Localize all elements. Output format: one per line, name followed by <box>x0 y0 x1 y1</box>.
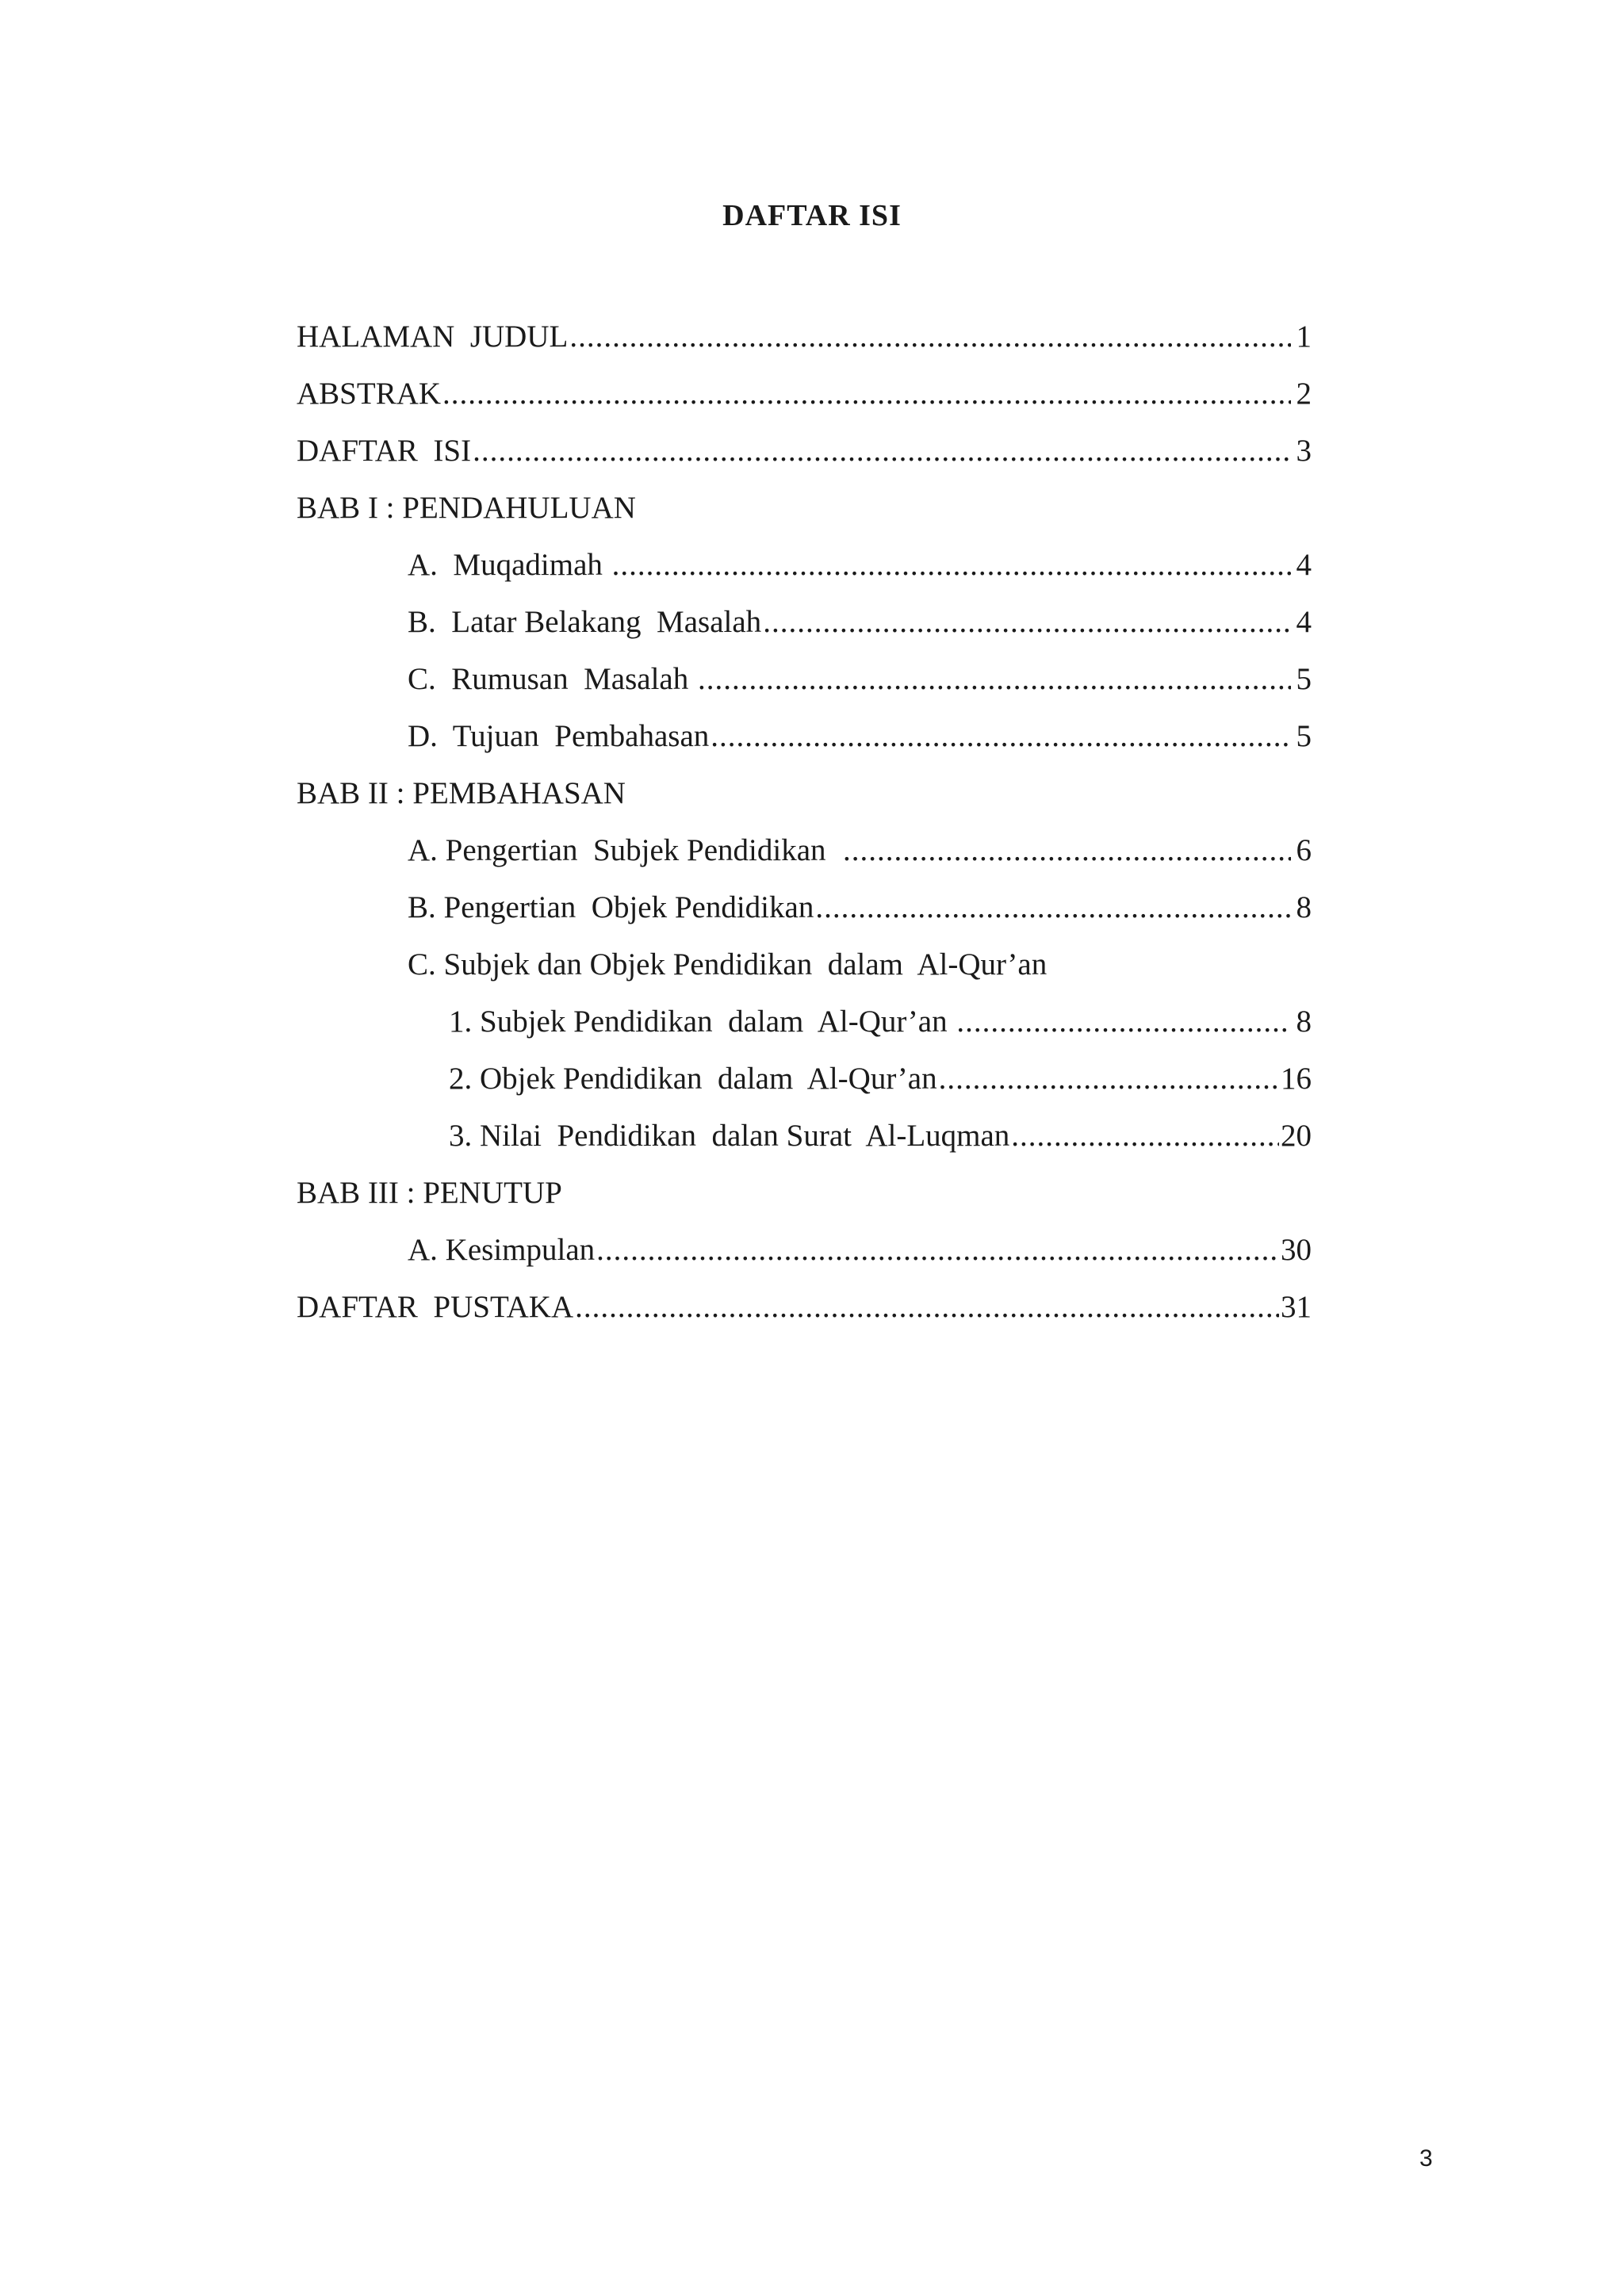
toc-dot-leader <box>1011 1118 1279 1154</box>
toc-entry-label: B. Latar Belakang Masalah <box>408 604 762 639</box>
toc-entry[interactable] <box>297 422 1312 479</box>
toc-entry-page: 1 <box>1296 319 1312 354</box>
toc-entry-label: 2. Objek Pendidikan dalam Al-Qur’an <box>449 1061 937 1096</box>
toc-entry-page: 4 <box>1296 547 1312 582</box>
toc-entry-page: 20 <box>1281 1118 1312 1153</box>
toc-entry-label: 3. Nilai Pendidikan dalan Surat Al-Luqman <box>449 1118 1010 1153</box>
toc-dot-leader <box>956 1004 1291 1039</box>
toc-entry-page: 3 <box>1296 433 1312 468</box>
toc-entry[interactable] <box>297 1107 1312 1164</box>
toc-entry[interactable] <box>297 650 1312 707</box>
toc-section-heading[interactable] <box>297 479 1312 536</box>
toc-section-heading[interactable] <box>297 1164 1312 1221</box>
toc-entry-label: BAB II : PEMBAHASAN <box>297 775 626 810</box>
toc-dot-leader <box>939 1061 1279 1096</box>
toc-dot-leader <box>612 547 1291 583</box>
toc-entry[interactable] <box>297 1278 1312 1335</box>
toc-entry-page: 6 <box>1296 832 1312 867</box>
toc-section-heading[interactable] <box>297 764 1312 821</box>
toc-entry-label: DAFTAR PUSTAKA <box>297 1289 574 1324</box>
toc-entry-label: ABSTRAK <box>297 376 442 411</box>
toc-entry[interactable] <box>297 821 1312 878</box>
toc-entry[interactable] <box>297 878 1312 936</box>
toc-entry-label: HALAMAN JUDUL <box>297 319 569 354</box>
toc-entry-label: A. Pengertian Subjek Pendidikan <box>408 832 842 867</box>
toc-entry[interactable] <box>297 536 1312 593</box>
toc-dot-leader <box>596 1232 1279 1268</box>
toc-entry[interactable] <box>297 993 1312 1050</box>
page-number: 3 <box>1419 2145 1433 2172</box>
toc-entry-page: 16 <box>1281 1061 1312 1096</box>
toc-entry-label: B. Pengertian Objek Pendidikan <box>408 890 814 924</box>
toc-entry-page: 2 <box>1296 376 1312 411</box>
toc-entry-label: D. Tujuan Pembahasan <box>408 718 710 753</box>
toc-dot-leader <box>569 319 1291 354</box>
toc-entry-label: BAB I : PENDAHULUAN <box>297 490 636 525</box>
toc-entry-label: C. Subjek dan Objek Pendidikan dalam Al-Qur’an <box>408 947 1048 982</box>
toc-entry-label: DAFTAR ISI <box>297 433 472 468</box>
toc-entry-page: 4 <box>1296 604 1312 639</box>
toc-entry-page: 5 <box>1296 661 1312 696</box>
toc-dot-leader <box>442 376 1291 411</box>
toc-entry-page: 31 <box>1281 1289 1312 1324</box>
toc-entry-page: 5 <box>1296 718 1312 753</box>
toc-dot-leader <box>473 433 1291 469</box>
toc-entry[interactable] <box>297 707 1312 764</box>
toc-dot-leader <box>710 718 1291 754</box>
toc-dot-leader <box>815 890 1291 925</box>
toc-dot-leader <box>698 661 1291 697</box>
toc-entry-label: A. Kesimpulan <box>408 1232 596 1267</box>
toc-entry[interactable] <box>297 365 1312 422</box>
toc-entry-page: 30 <box>1281 1232 1312 1267</box>
toc-dot-leader <box>843 832 1291 868</box>
toc-dot-leader <box>763 604 1291 640</box>
toc-entry-label: A. Muqadimah <box>408 547 611 582</box>
toc-entry[interactable] <box>297 1221 1312 1278</box>
toc-entry-label: BAB III : PENUTUP <box>297 1175 562 1210</box>
toc-entry-label: C. Rumusan Masalah <box>408 661 696 696</box>
toc-dot-leader <box>575 1289 1279 1325</box>
toc-entry[interactable] <box>297 308 1312 365</box>
toc-entry-label: 1. Subjek Pendidikan dalam Al-Qur’an <box>449 1004 956 1039</box>
toc-subsection-heading[interactable] <box>297 936 1312 993</box>
page-title: DAFTAR ISI <box>722 199 902 232</box>
toc-entry[interactable] <box>297 593 1312 650</box>
toc-entry-page: 8 <box>1296 890 1312 924</box>
toc-entry[interactable] <box>297 1050 1312 1107</box>
table-of-contents <box>297 308 1312 1335</box>
toc-entry-page: 8 <box>1296 1004 1312 1039</box>
